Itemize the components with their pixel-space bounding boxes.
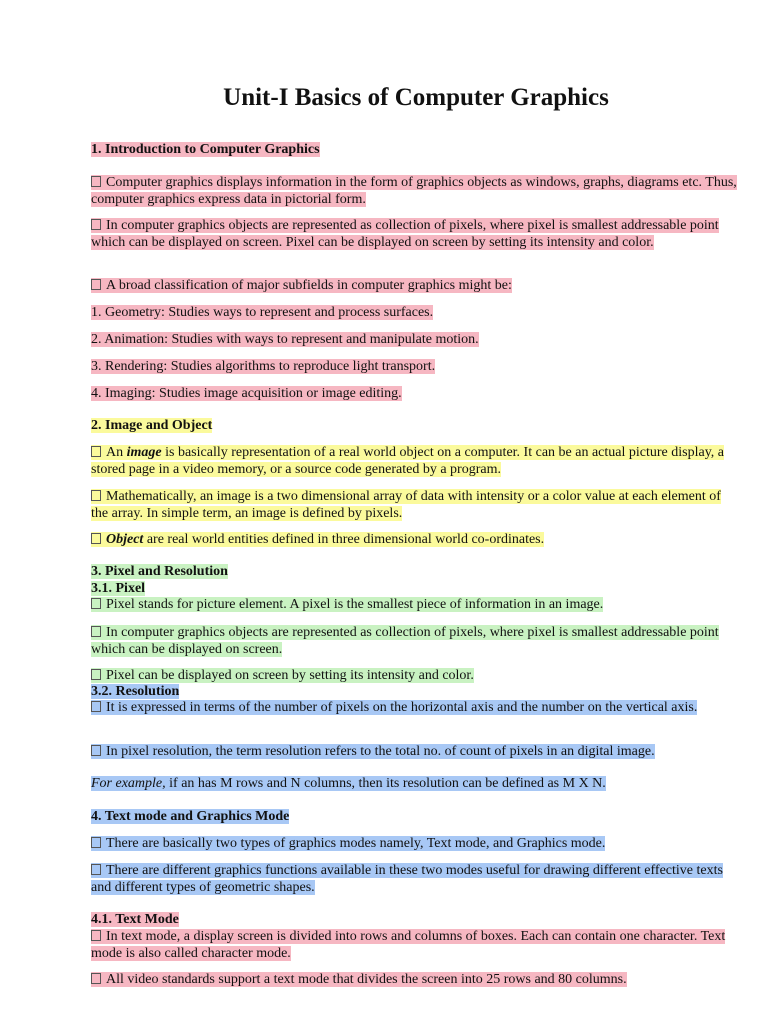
empty-box-icon xyxy=(91,446,101,457)
paragraph: Object are real world entities defined in three dimensional world co-ordinates. xyxy=(91,532,741,549)
section-heading-text-graphics-mode: 4. Text mode and Graphics Mode xyxy=(91,809,290,824)
list-item: 4. Imaging: Studies image acquisition or image editing. xyxy=(91,386,402,401)
empty-box-icon xyxy=(91,669,101,680)
subheading-pixel: 3.1. Pixel xyxy=(91,581,146,596)
empty-box-icon xyxy=(91,701,101,712)
subheading-text-mode: 4.1. Text Mode xyxy=(91,912,179,927)
empty-box-icon xyxy=(91,533,101,544)
empty-box-icon xyxy=(91,279,101,290)
paragraph: For example, if an has M rows and N columns, then its resolution can be defined as M X N. xyxy=(91,776,606,791)
page-title: Unit-I Basics of Computer Graphics xyxy=(223,84,609,111)
paragraph: There are basically two types of graphics modes namely, Text mode, and Graphics mode. xyxy=(91,836,741,853)
empty-box-icon xyxy=(91,837,101,848)
empty-box-icon xyxy=(91,864,101,875)
list-item: 2. Animation: Studies with ways to represent and manipulate motion. xyxy=(91,332,479,347)
paragraph: It is expressed in terms of the number of pixels on the horizontal axis and the number on the vertical axis. xyxy=(91,700,741,717)
empty-box-icon xyxy=(91,973,101,984)
empty-box-icon xyxy=(91,490,101,501)
empty-box-icon xyxy=(91,626,101,637)
paragraph: There are different graphics functions available in these two modes useful for drawing different effective texts and different types of geometric shapes. xyxy=(91,863,723,895)
empty-box-icon xyxy=(91,930,101,941)
section-heading-intro: 1. Introduction to Computer Graphics xyxy=(91,142,320,157)
empty-box-icon xyxy=(91,598,101,609)
list-item: 1. Geometry: Studies ways to represent and process surfaces. xyxy=(91,305,434,320)
paragraph: An image is basically representation of a real world object on a computer. It can be an actual picture display, a stored page in a video memory, or a source code generated by a program. xyxy=(91,445,724,477)
paragraph: In computer graphics objects are represented as collection of pixels, where pixel is smallest addressable point which can be displayed on screen. Pixel can be displayed on screen by setting its intensity and color. xyxy=(91,218,719,250)
empty-box-icon xyxy=(91,745,101,756)
paragraph: All video standards support a text mode that divides the screen into 25 rows and 80 columns. xyxy=(91,972,741,989)
paragraph: Pixel can be displayed on screen by setting its intensity and color. xyxy=(91,668,741,685)
subheading-resolution: 3.2. Resolution xyxy=(91,684,180,699)
paragraph: In pixel resolution, the term resolution refers to the total no. of count of pixels in an digital image. xyxy=(91,744,741,761)
paragraph: Computer graphics displays information in the form of graphics objects as windows, graphs, diagrams etc. Thus, computer graphics express data in pictorial form. xyxy=(91,175,737,207)
paragraph: Mathematically, an image is a two dimensional array of data with intensity or a color value at each element of the array. In simple term, an image is defined by pixels. xyxy=(91,489,721,521)
paragraph: In computer graphics objects are represented as collection of pixels, where pixel is smallest addressable point which can be displayed on screen. xyxy=(91,625,719,657)
empty-box-icon xyxy=(91,219,101,230)
section-heading-image-object: 2. Image and Object xyxy=(91,418,213,433)
section-heading-pixel-resolution: 3. Pixel and Resolution xyxy=(91,564,228,579)
paragraph: A broad classification of major subfields in computer graphics might be: xyxy=(91,278,741,295)
paragraph: Pixel stands for picture element. A pixel is the smallest piece of information in an image. xyxy=(91,597,741,614)
empty-box-icon xyxy=(91,176,101,187)
list-item: 3. Rendering: Studies algorithms to reproduce light transport. xyxy=(91,359,436,374)
paragraph: In text mode, a display screen is divided into rows and columns of boxes. Each can contain one character. Text mode is also called character mode. xyxy=(91,929,726,961)
